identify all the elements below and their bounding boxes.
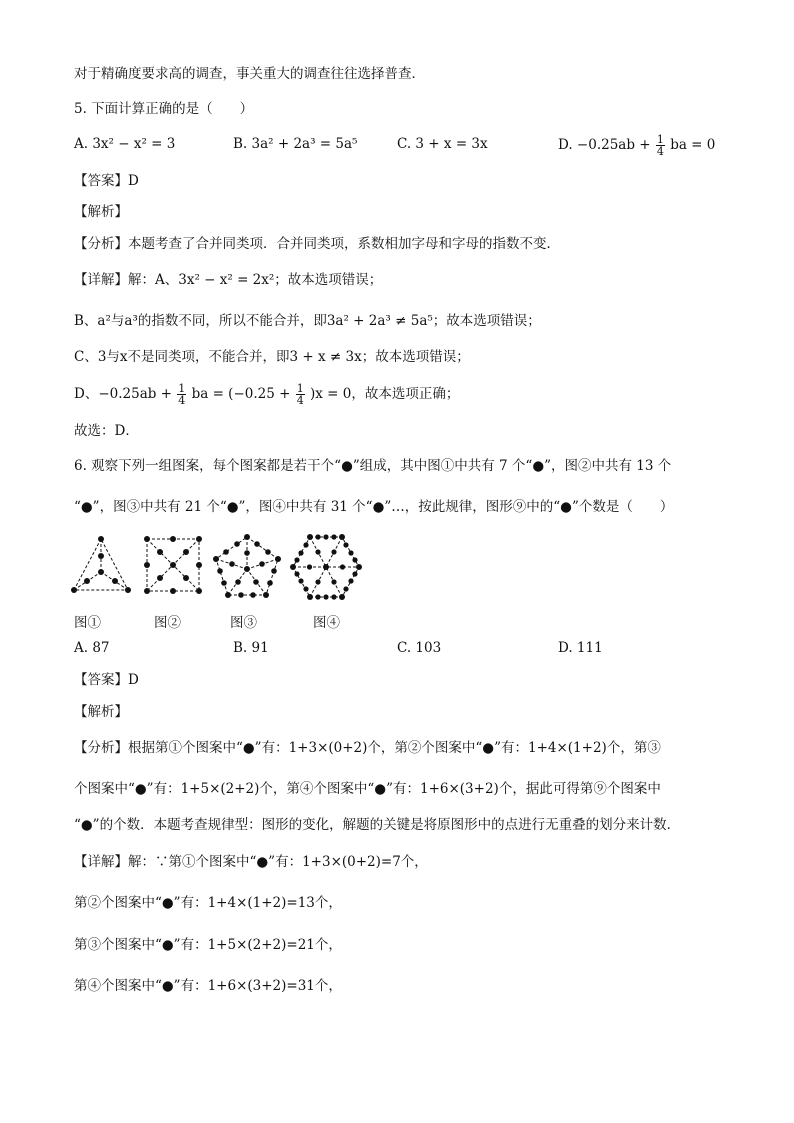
denominator: 4 bbox=[178, 394, 186, 407]
figure-4-hexagon bbox=[289, 534, 363, 600]
q6-option-c: C. 103 bbox=[397, 640, 442, 656]
denominator: 4 bbox=[296, 394, 304, 407]
q5-detail-d-pre: D、−0.25ab + bbox=[74, 386, 172, 402]
q6-option-b: B. 91 bbox=[233, 640, 269, 656]
figure-3-caption: 图③ bbox=[230, 615, 257, 631]
q6-option-d: D. 111 bbox=[558, 640, 603, 656]
text-line: 对于精确度要求高的调查，事关重大的调查往往选择普查． bbox=[74, 66, 425, 82]
figure-2-caption: 图② bbox=[154, 615, 181, 631]
q5-detail-a: 【详解】解：A、3x² − x² = 2x²；故本选项错误； bbox=[74, 272, 383, 288]
figure-1-caption: 图① bbox=[74, 615, 101, 631]
fraction bbox=[177, 383, 186, 406]
figure-2-square bbox=[142, 534, 204, 596]
q5-option-a: A. 3x² − x² = 3 bbox=[74, 136, 176, 152]
q6-analysis-line1: 【分析】根据第①个图案中“●”有：1+3×(0+2)个，第②个图案中“●”有：1+4×(1+2)个，第③ bbox=[74, 740, 661, 756]
numerator: 1 bbox=[296, 382, 304, 395]
q6-analysis-line3: “●”的个数．本题考查规律型：图形的变化，解题的关键是将原图形中的点进行无重叠的划分来计数． bbox=[74, 817, 681, 833]
numerator: 1 bbox=[656, 133, 664, 146]
q5-option-d-pre: D. −0.25ab + bbox=[558, 137, 651, 153]
q5-detail-d-mid: ba = (−0.25 + bbox=[191, 386, 291, 402]
q5-option-d bbox=[558, 134, 715, 157]
q5-detail-b: B、a²与a³的指数不同，所以不能合并，即3a² + 2a³ ≠ 5a⁵；故本选项错误； bbox=[74, 313, 541, 329]
q6-analysis-line2: 个图案中“●”有：1+5×(2+2)个，第④个图案中“●”有：1+6×(3+2)个，据此可得第⑨个图案中 bbox=[74, 781, 661, 797]
figure-4-caption: 图④ bbox=[313, 615, 340, 631]
question-6-stem-line2: “●”，图③中共有 21 个“●”，图④中共有 31 个“●”…，按此规律，图形⑨中的“●”个数是（ ） bbox=[74, 499, 674, 515]
fraction bbox=[656, 134, 665, 157]
q5-option-d-post: ba = 0 bbox=[670, 137, 716, 153]
q6-detail-4: 第④个图案中“●”有：1+6×(3+2)=31个， bbox=[74, 978, 342, 994]
q5-detail-c: C、3与x不是同类项，不能合并，即3 + x ≠ 3x；故本选项错误； bbox=[74, 349, 470, 365]
fraction bbox=[296, 383, 305, 406]
q6-detail-2: 第②个图案中“●”有：1+4×(1+2)=13个， bbox=[74, 895, 342, 911]
q6-detail-1: 【详解】解：∵第①个图案中“●”有：1+3×(0+2)=7个， bbox=[74, 854, 428, 870]
q5-option-c: C. 3 + x = 3x bbox=[397, 136, 488, 152]
q5-analysis: 【分析】本题考查了合并同类项．合并同类项，系数相加字母和字母的指数不变． bbox=[74, 236, 560, 252]
denominator: 4 bbox=[656, 145, 664, 158]
question-6-stem-line1: 6. 观察下列一组图案，每个图案都是若干个“●”组成，其中图①中共有 7 个“●”，图②中共有 13 个 bbox=[74, 458, 672, 474]
q5-conclusion: 故选：D． bbox=[74, 423, 139, 439]
question-5-stem: 5. 下面计算正确的是（ ） bbox=[74, 101, 254, 117]
q5-detail-d-post: )x = 0，故本选项正确； bbox=[310, 386, 460, 402]
q5-answer: 【答案】D bbox=[74, 173, 139, 189]
q6-option-a: A. 87 bbox=[74, 640, 110, 656]
q6-jiexi-heading: 【解析】 bbox=[74, 704, 128, 720]
figure-3-pentagon bbox=[212, 534, 282, 598]
q6-answer: 【答案】D bbox=[74, 672, 139, 688]
q5-jiexi-heading: 【解析】 bbox=[74, 204, 128, 220]
q5-detail-d bbox=[74, 383, 459, 406]
figure-1-triangle bbox=[70, 534, 132, 596]
numerator: 1 bbox=[178, 382, 186, 395]
q5-option-b: B. 3a² + 2a³ = 5a⁵ bbox=[233, 136, 358, 152]
q6-detail-3: 第③个图案中“●”有：1+5×(2+2)=21个， bbox=[74, 937, 342, 953]
